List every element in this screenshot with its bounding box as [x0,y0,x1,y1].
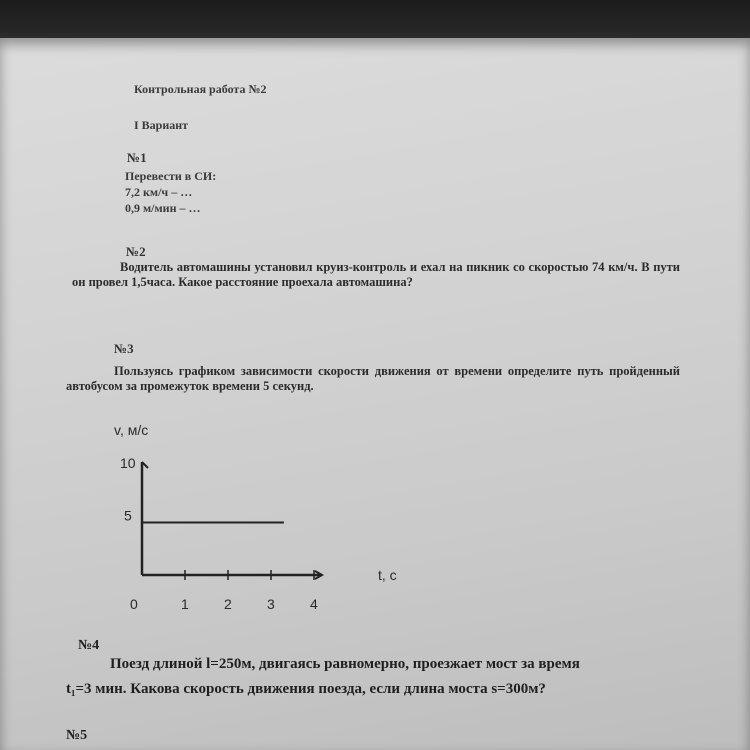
x-tick-label: 3 [267,596,275,612]
task2-label: №2 [126,244,146,259]
x-axis-label: t, с [378,567,397,583]
variant-label: I Вариант [134,118,189,132]
task1-item: 7,2 км/ч – … [125,185,193,199]
x-tick-label: 4 [310,596,318,612]
task4-line1: Поезд длиной l=250м, двигаясь равномерно, проезжает мост за время [110,656,580,672]
y-tick-label: 5 [124,507,132,524]
x-tick-label: 1 [181,596,189,612]
chart-ticks [120,455,318,612]
x-tick-label: 0 [130,596,138,612]
task5-label: №5 [66,728,88,743]
y-tick-label: 10 [120,455,136,471]
paper-sheet [0,38,750,750]
task1-label: №1 [127,150,147,165]
task4-line2: t₁=3 мин. Какова скорость движения поезда, если длина моста s=300м? [66,681,546,697]
x-tick-label: 2 [224,596,232,612]
velocity-time-chart [0,38,750,750]
chart-axes [142,462,322,579]
task3-text: Пользуясь графиком зависимости скорости движения от времени определите путь пройденный автобусом за промежуток времени 5 секунд. [66,364,680,393]
task4-label: №4 [78,638,100,653]
task2-text: Водитель автомашины установил круиз-контроль и ехал на пикник со скоростью 74 км/ч. В пути он провел 1,5часа. Какое расстояние проехала автомашина? [72,260,680,289]
task1-item: 0,9 м/мин – … [125,201,201,215]
task3-label: №3 [114,341,134,356]
task1-instruction: Перевести в СИ: [125,169,217,183]
document-title: Контрольная работа №2 [134,82,267,96]
y-axis-label: v, м/с [114,422,149,438]
